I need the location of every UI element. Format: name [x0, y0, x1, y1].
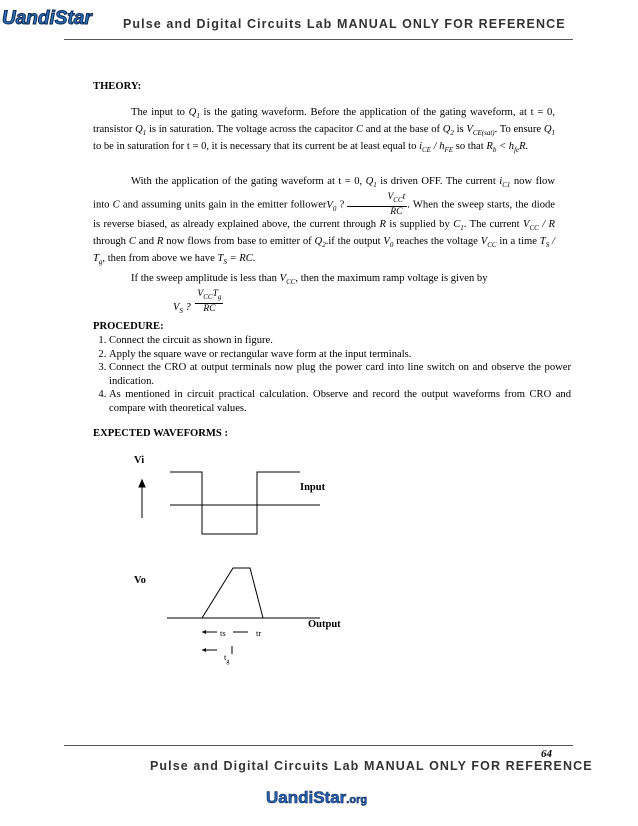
expected-waveforms-diagram — [120, 450, 380, 680]
footer-logo — [262, 784, 382, 810]
tg-label: $t_g$ — [224, 652, 230, 665]
ts-label: ts — [220, 628, 226, 638]
footer-logo-suffix: .org — [346, 794, 368, 806]
theory-paragraph-1: The input to $Q_1$ is the gating waveform. Before the application of the gating waveform, at t = 0, transistor $Q_1$ is in saturation. The voltage across the capacitor C and at the base of $Q_2$ is $V_{CE(sat)}$. To ensure $Q_1$ to be in saturation for t = 0, it is necessary that its current be at least equal to $i_{CE} / h_{FE}$ so that $R_b < h_{fe}R$. — [93, 107, 555, 155]
header-rule — [64, 39, 573, 40]
vi-label: Vi — [134, 455, 145, 466]
input-waveform — [170, 472, 300, 534]
logo-text: UandiStar — [2, 8, 92, 29]
tg-arrow-icon — [202, 648, 206, 652]
footer-logo-text: UandiStar — [266, 788, 347, 807]
ts-arrow-icon — [202, 630, 206, 634]
footer-rule — [64, 745, 573, 746]
uandistar-logo — [0, 2, 102, 32]
output-label: Output — [308, 619, 341, 630]
procedure-heading: PROCEDURE: — [93, 321, 164, 332]
vo-label: Vo — [134, 575, 146, 586]
equation-sweep-voltage: $V_S$ ? $\frac{V_{CC}T_g}{RC}$ — [173, 289, 222, 316]
vi-arrow-icon — [139, 480, 145, 487]
footer-title: Pulse and Digital Circuits Lab MANUAL ONLY FOR REFERENCE — [150, 759, 593, 773]
input-label: Input — [300, 482, 326, 493]
procedure-step: 1. Connect the circuit as shown in figure. — [109, 334, 571, 348]
procedure-step: 4. As mentioned in circuit practical calculation. Observe and record the output waveforms from CRO and compare with theoretical values. — [109, 388, 571, 415]
svg-text:UandiStar.org — [266, 788, 367, 807]
output-waveform — [167, 568, 263, 618]
procedure-step: 3. Connect the CRO at output terminals now plug the power card into line switch on and observe the power indication. — [109, 361, 571, 388]
tr-label: tr — [256, 628, 262, 638]
waveforms-heading: EXPECTED WAVEFORMS : — [93, 428, 228, 439]
page-number: 64 — [541, 748, 552, 760]
theory-paragraph-2: With the application of the gating waveform at t = 0, $Q_1$ is driven OFF. The current $i_{C1}$ now flow into C and assuming units gain in the emitter followerV$_0$ ? $\frac{V_{CC}t}{RC}$ . When the sweep starts, the diode is reverse biased, as already explained above, the current through R is supplied by $C_1$. The current $V_{CC}$ / R through C and R now flows from base to emitter of $Q_2.if$ the output $V_0$ reaches the voltage $V_{CC}$ in a time $T_S / T_g$, then from above we have $T_S$ = RC. — [93, 176, 556, 267]
header-title: Pulse and Digital Circuits Lab MANUAL ONLY FOR REFERENCE — [123, 17, 566, 31]
procedure-list — [93, 334, 571, 415]
theory-paragraph-3: If the sweep amplitude is less than $V_{CC}$, then the maximum ramp voltage is given by — [131, 273, 488, 287]
procedure-step: 2. Apply the square wave or rectangular wave form at the input terminals. — [109, 348, 571, 362]
theory-heading: THEORY: — [93, 81, 142, 92]
equation-fraction-1: $\frac{V_{CC}t}{RC}$ — [347, 192, 407, 218]
